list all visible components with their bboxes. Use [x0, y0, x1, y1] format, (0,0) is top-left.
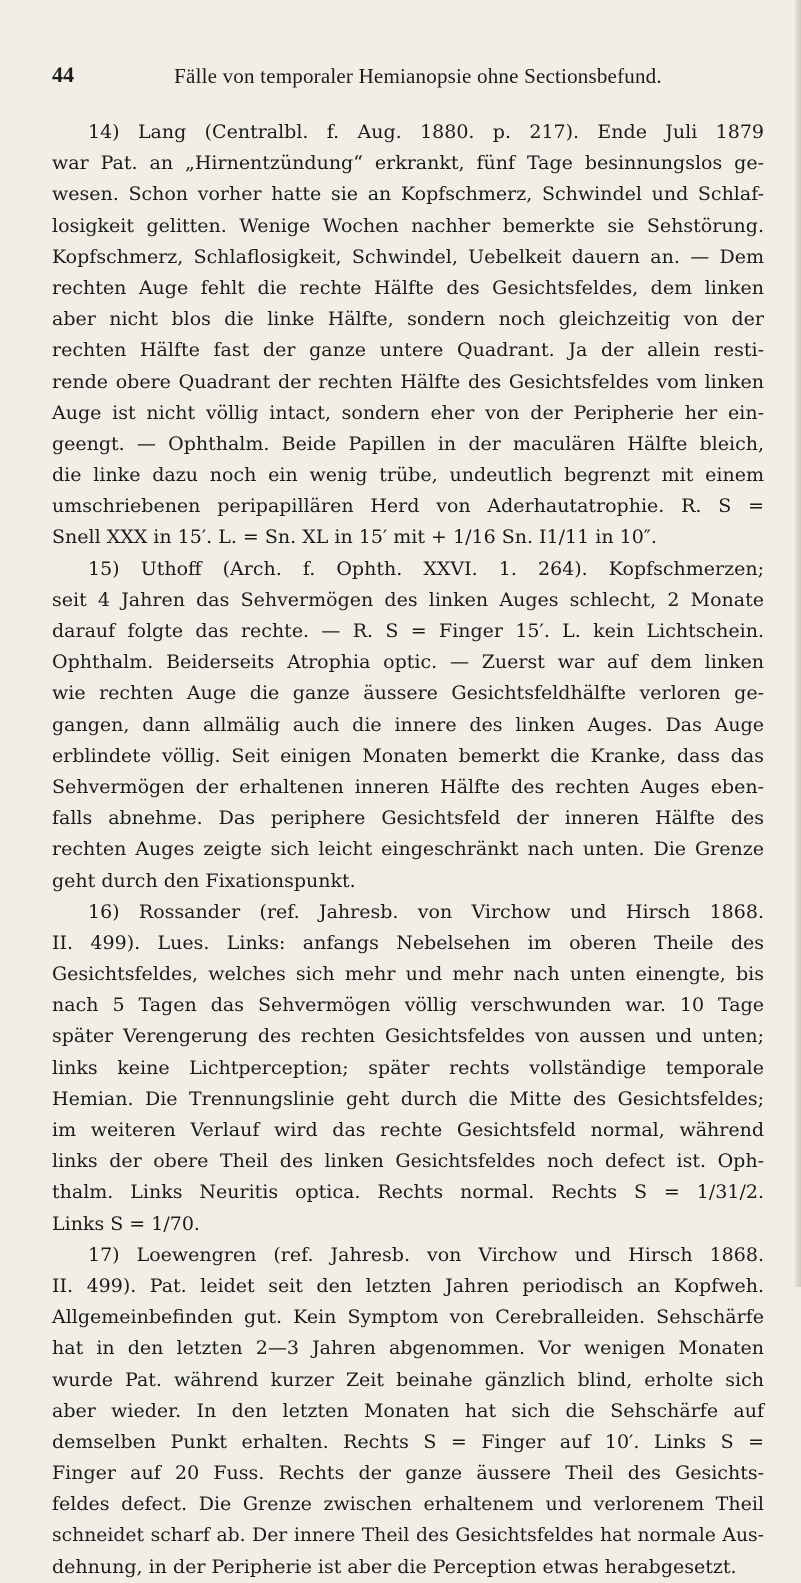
- text-line: rechten Hälfte fast der ganze untere Quadrant. Ja der allein resti-: [52, 339, 764, 362]
- text-line: im weiteren Verlauf wird das rechte Gesichtsfeld normal, während: [52, 1119, 764, 1141]
- text-line: Kopfschmerz, Schlaflosigkeit, Schwindel, Uebelkeit dauern an. — Dem: [52, 245, 764, 268]
- text-line: Links S = 1/70.: [52, 1212, 200, 1235]
- text-line: war Pat. an „Hirnentzündung“ erkrankt, fünf Tage besinnungslos ge-: [52, 152, 764, 175]
- text-line: falls abnehme. Das periphere Gesichtsfeld der inneren Hälfte des: [52, 807, 764, 830]
- text-line: Snell XXX in 15′. L. = Sn. XL in 15′ mit + 1/16 Sn. I1/11 in 10″.: [52, 526, 657, 549]
- text-line: später Verengerung des rechten Gesichtsfeldes von aussen und unten;: [52, 1025, 764, 1048]
- text-line: schneidet scharf ab. Der innere Theil des Gesichtsfeldes hat normale Aus-: [52, 1525, 764, 1547]
- text-line: dehnung, in der Peripherie ist aber die Perception etwas herabgesetzt.: [52, 1555, 737, 1578]
- text-line: 15) Uthoff (Arch. f. Ophth. XXVI. 1. 264). Kopfschmerzen;: [88, 557, 764, 580]
- text-line: geengt. — Ophthalm. Beide Papillen in der maculären Hälfte bleich,: [52, 432, 764, 455]
- text-line: Ophthalm. Beiderseits Atrophia optic. — Zuerst war auf dem linken: [52, 651, 764, 674]
- text-line: wurde Pat. während kurzer Zeit beinahe gänzlich blind, erholte sich: [52, 1368, 764, 1391]
- text-line: feldes defect. Die Grenze zwischen erhaltenem und verlorenem Theil: [52, 1493, 764, 1516]
- page-number: 44: [52, 62, 74, 87]
- text-line: hat in den letzten 2—3 Jahren abgenommen. Vor wenigen Monaten: [52, 1337, 764, 1360]
- text-line: thalm. Links Neuritis optica. Rechts normal. Rechts S = 1/31/2.: [52, 1181, 764, 1204]
- text-line: umschriebenen peripapillären Herd von Aderhautatrophie. R. S =: [52, 495, 764, 518]
- text-line: aber wieder. In den letzten Monaten hat sich die Sehschärfe auf: [52, 1399, 764, 1422]
- text-line: geht durch den Fixationspunkt.: [52, 869, 356, 892]
- text-line: Allgemeinbefinden gut. Kein Symptom von Cerebralleiden. Sehschärfe: [52, 1306, 764, 1329]
- text-line: rechten Auge fehlt die rechte Hälfte des Gesichtsfeldes, dem linken: [52, 276, 764, 299]
- text-line: wesen. Schon vorher hatte sie an Kopfschmerz, Schwindel und Schlaf-: [52, 183, 764, 206]
- body-text: [52, 117, 764, 1583]
- text-line: aber nicht blos die linke Hälfte, sondern noch gleichzeitig von der: [52, 308, 764, 331]
- text-line: rende obere Quadrant der rechten Hälfte des Gesichtsfeldes vom linken: [52, 370, 764, 393]
- text-line: erblindete völlig. Seit einigen Monaten bemerkt die Kranke, dass das: [52, 744, 764, 767]
- page-header: [52, 62, 784, 92]
- text-line: links keine Lichtperception; später rechts vollständige temporale: [52, 1056, 764, 1079]
- text-line: gangen, dann allmälig auch die innere des linken Auges. Das Auge: [52, 713, 764, 736]
- text-line: rechten Auges zeigte sich leicht eingeschränkt nach unten. Die Grenze: [52, 838, 764, 861]
- text-line: Auge ist nicht völlig intact, sondern eher von der Peripherie her ein-: [52, 401, 764, 424]
- text-line: seit 4 Jahren das Sehvermögen des linken Auges schlecht, 2 Monate: [52, 588, 764, 611]
- text-line: links der obere Theil des linken Gesichtsfeldes noch defect ist. Oph-: [52, 1150, 764, 1173]
- text-line: losigkeit gelitten. Wenige Wochen nachher bemerkte sie Sehstörung.: [52, 214, 764, 237]
- text-line: die linke dazu noch ein wenig trübe, undeutlich begrenzt mit einem: [52, 464, 764, 487]
- text-line: 16) Rossander (ref. Jahresb. von Virchow und Hirsch 1868.: [88, 900, 764, 923]
- text-line: 14) Lang (Centralbl. f. Aug. 1880. p. 217). Ende Juli 1879: [88, 121, 764, 143]
- text-line: wie rechten Auge die ganze äussere Gesichtsfeldhälfte verloren ge-: [52, 682, 764, 705]
- text-line: demselben Punkt erhalten. Rechts S = Finger auf 10′. Links S =: [52, 1430, 764, 1453]
- text-line: Hemian. Die Trennungslinie geht durch die Mitte des Gesichtsfeldes;: [52, 1087, 764, 1110]
- text-line: Sehvermögen der erhaltenen inneren Hälfte des rechten Auges eben-: [52, 775, 764, 798]
- text-line: II. 499). Pat. leidet seit den letzten Jahren periodisch an Kopfweh.: [52, 1274, 764, 1297]
- running-title: Fälle von temporaler Hemianopsie ohne Sectionsbefund.: [174, 64, 662, 88]
- text-line: 17) Loewengren (ref. Jahresb. von Virchow und Hirsch 1868.: [88, 1243, 764, 1266]
- text-line: Finger auf 20 Fuss. Rechts der ganze äussere Theil des Gesichts-: [52, 1462, 764, 1485]
- text-line: darauf folgte das rechte. — R. S = Finger 15′. L. kein Lichtschein.: [52, 620, 764, 642]
- text-line: Gesichtsfeldes, welches sich mehr und mehr nach unten einengte, bis: [52, 963, 764, 986]
- page-edge-shadow: [795, 0, 801, 1287]
- text-line: II. 499). Lues. Links: anfangs Nebelsehen im oberen Theile des: [52, 931, 764, 954]
- text-line: nach 5 Tagen das Sehvermögen völlig verschwunden war. 10 Tage: [52, 994, 764, 1017]
